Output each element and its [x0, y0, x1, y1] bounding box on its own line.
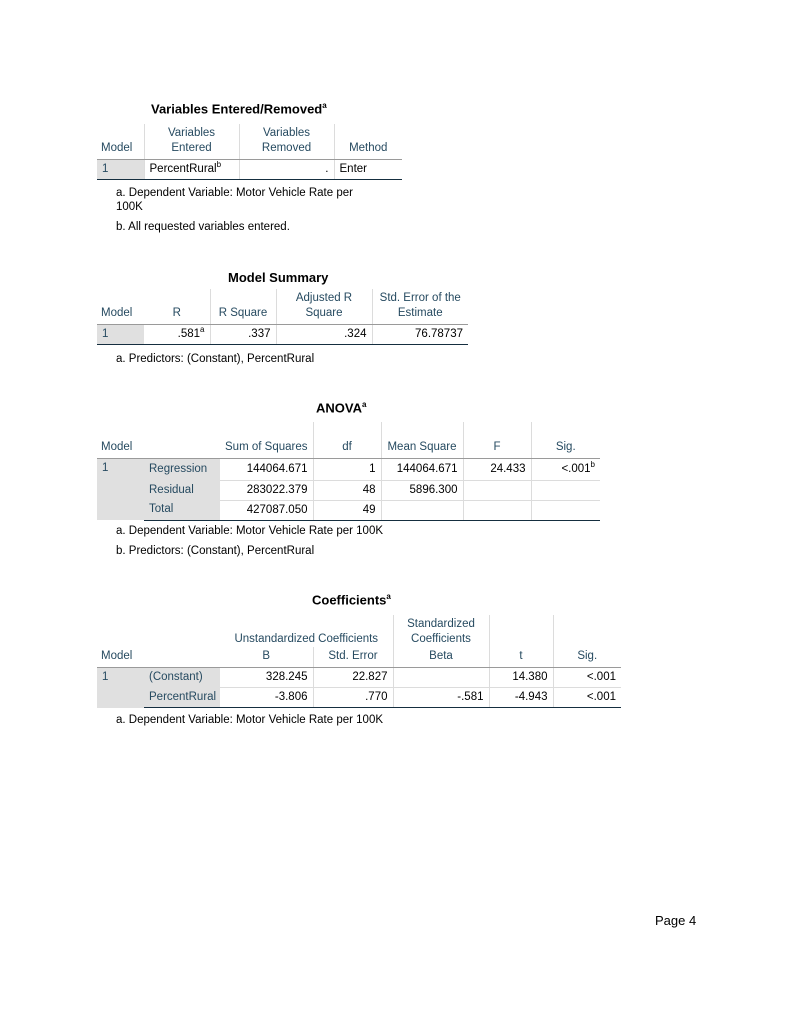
coef-row-se: 22.827 [313, 668, 393, 688]
coef-header-blank-3 [489, 615, 553, 647]
ms-row-adj-r-square: .324 [276, 325, 372, 345]
anova-row-ms: 5896.300 [381, 480, 463, 500]
ms-header-model: Model [97, 289, 144, 325]
anova-row-label: Residual [144, 480, 220, 500]
coef-header-unstd: Unstandardized Coefficients [234, 633, 379, 645]
anova-row-sig [531, 458, 600, 480]
ms-header-r-square: R Square [210, 289, 276, 325]
coefficients-title-text: Coefficients [312, 592, 387, 608]
coef-header-t: t [489, 647, 553, 668]
anova-sig-text: <.001 [561, 462, 591, 475]
var-entered-sup: b [216, 160, 222, 169]
anova-row-sig [531, 500, 600, 520]
coef-row-t: -4.943 [489, 688, 553, 708]
model-summary-table [97, 289, 468, 345]
var-entered-text: PercentRural [149, 163, 217, 175]
anova-header-df: df [313, 422, 381, 458]
ms-r-sup: a [200, 325, 205, 334]
ms-note-a: a. Predictors: (Constant), PercentRural [116, 353, 315, 365]
var-header-model: Model [97, 124, 144, 160]
var-header-removed: Variables Removed [239, 124, 334, 160]
coef-row-label: PercentRural [144, 688, 220, 708]
coefficients-title [312, 592, 391, 607]
anova-model: 1 [97, 458, 144, 520]
anova-header-ss: Sum of Squares [220, 422, 313, 458]
anova-header-f: F [463, 422, 531, 458]
var-row-entered [144, 160, 239, 180]
table-row [97, 668, 621, 688]
table-row [97, 160, 402, 180]
anova-header-sig: Sig. [531, 422, 600, 458]
coef-header-model: Model [97, 647, 144, 668]
coef-header-sig: Sig. [553, 647, 621, 668]
coef-header-beta: Beta [393, 647, 489, 668]
coef-row-label: (Constant) [144, 668, 220, 688]
coef-note-a: a. Dependent Variable: Motor Vehicle Rate per 100K [116, 714, 384, 726]
coef-row-t: 14.380 [489, 668, 553, 688]
var-row-removed: . [239, 160, 334, 180]
table-row [97, 325, 468, 345]
ms-row-std-error: 76.78737 [372, 325, 468, 345]
var-note-b: b. All requested variables entered. [116, 221, 290, 233]
coef-model: 1 [97, 668, 144, 708]
coefficients-table [97, 615, 621, 708]
anova-title-sup: a [361, 400, 367, 409]
model-summary-title: Model Summary [228, 270, 329, 285]
table-row [97, 458, 600, 480]
coefficients-title-sup: a [386, 592, 391, 601]
anova-row-ss: 427087.050 [220, 500, 313, 520]
anova-row-ms [381, 500, 463, 520]
ms-row-r [144, 325, 210, 345]
anova-table [97, 422, 600, 521]
coef-row-sig: <.001 [553, 668, 621, 688]
anova-title-text: ANOVA [316, 400, 362, 416]
anova-title [316, 400, 366, 415]
var-row-method: Enter [334, 160, 402, 180]
anova-sig-sup: b [590, 459, 595, 469]
coef-header-label [144, 647, 220, 668]
coef-row-b: 328.245 [220, 668, 313, 688]
coef-header-blank-1 [97, 615, 144, 647]
page-number: Page 4 [655, 913, 697, 928]
anova-row-ms: 144064.671 [381, 458, 463, 480]
anova-header-model: Model [97, 422, 144, 458]
anova-row-label: Total [144, 500, 220, 520]
var-header-entered: Variables Entered [144, 124, 239, 160]
ms-header-std-error: Std. Error of the Estimate [372, 289, 468, 325]
coef-header-b: B [220, 647, 313, 668]
anova-row-df: 1 [313, 458, 381, 480]
anova-row-sig [531, 480, 600, 500]
table-row [97, 500, 600, 520]
ms-r-text: .581 [177, 328, 201, 340]
var-table-title-text: Variables Entered/Removed [151, 101, 323, 117]
anova-header-ms: Mean Square [381, 422, 463, 458]
coef-row-sig: <.001 [553, 688, 621, 708]
ms-row-model: 1 [97, 325, 144, 345]
ms-row-r-square: .337 [210, 325, 276, 345]
var-header-method: Method [334, 124, 402, 160]
var-table-title [151, 101, 327, 116]
var-table-title-sup: a [322, 101, 327, 110]
coef-header-std: Standardized Coefficients [393, 615, 489, 647]
coef-row-beta [393, 668, 489, 688]
anova-note-b: b. Predictors: (Constant), PercentRural [116, 545, 315, 557]
var-table [97, 124, 402, 180]
ms-header-r: R [144, 289, 210, 325]
anova-row-label: Regression [144, 458, 220, 480]
anova-row-ss: 144064.671 [220, 458, 313, 480]
table-row [97, 480, 600, 500]
coef-row-beta: -.581 [393, 688, 489, 708]
anova-note-a: a. Dependent Variable: Motor Vehicle Rate per 100K [116, 525, 384, 537]
coef-row-se: .770 [313, 688, 393, 708]
anova-header-blank [144, 422, 220, 458]
anova-row-f: 24.433 [463, 458, 531, 480]
coef-header-se: Std. Error [313, 647, 393, 668]
anova-row-ss: 283022.379 [220, 480, 313, 500]
table-row [97, 688, 621, 708]
coef-row-b: -3.806 [220, 688, 313, 708]
anova-row-f [463, 500, 531, 520]
var-note-a: a. Dependent Variable: Motor Vehicle Rate per 100K [116, 187, 353, 213]
anova-row-df: 49 [313, 500, 381, 520]
coef-header-blank-4 [553, 615, 621, 647]
anova-row-df: 48 [313, 480, 381, 500]
coef-header-blank-2 [144, 615, 220, 647]
anova-row-f [463, 480, 531, 500]
var-row-model: 1 [97, 160, 144, 180]
ms-header-adj-r-square: Adjusted R Square [276, 289, 372, 325]
